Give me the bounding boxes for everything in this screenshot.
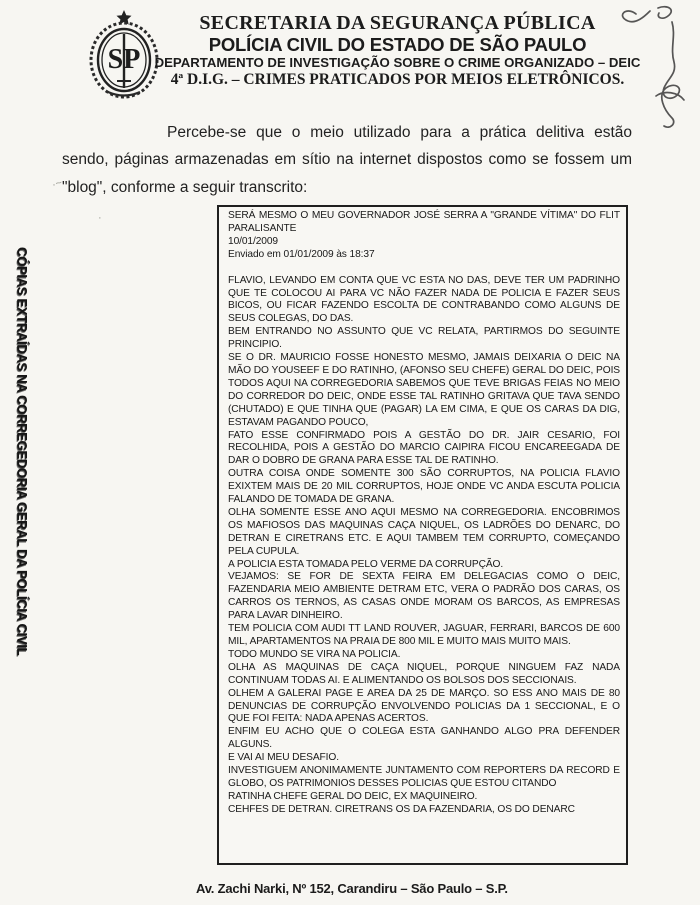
blog-paragraph: ENFIM EU ACHO QUE O COLEGA ESTA GANHANDO ALGO PRA DEFENDER ALGUNS.: [228, 726, 620, 751]
blog-paragraph: E VAI AI MEU DESAFIO.: [228, 752, 339, 764]
blog-paragraph: FATO ESSE CONFIRMADO POIS A GESTÃO DO DR. JAIR CESARIO, FOI RECOLHIDA, POIS A GESTÃO DO MARCIO CAIPIRA FICOU ENCAREEGADA DE DAR O DOBRO DE GRANA PARA ESSE TAL DE RATINHO.: [228, 429, 620, 467]
blog-paragraph: FLAVIO, LEVANDO EM CONTA QUE VC ESTA NO DAS, DEVE TER UM PADRINHO QUE TE COLOCOU AI PARA VC NÃO FAZER NADA DE POLICIA E FAZER SEUS BICOS, OU FICAR FAZENDO ESCOLTA DE CONTRABANDO COMO ALGUNS DE SEUS COLEGAS, DO DAS.: [228, 274, 620, 325]
blog-transcript-box: [217, 205, 628, 865]
blog-paragraph: VEJAMOS: SE FOR DE SEXTA FEIRA EM DELEGACIAS COMO O DEIC, FAZENDARIA MEIO AMBIENTE DETRAM ETC, VERA O PADRÃO DOS CARAS, OS CARROS OS TERNOS, AS CASAS ONDE MORAM OS BARCOS, AS EMPRESAS PARA LAVAR DINHEIRO.: [228, 571, 620, 622]
blog-post-title: SERÁ MESMO O MEU GOVERNADOR JOSÉ SERRA A "GRANDE VÍTIMA" DO FLIT PARALISANTE: [228, 210, 620, 234]
blog-paragraph: OUTRA COISA ONDE SOMENTE 300 SÃO CORRUPTOS, NA POLICIA FLAVIO EXIXTEM MAIS DE 20 MIL CORRUPTOS, HOJE ONDE VC ANDA ESCUTA POLICIA FALANDO DE TOMADA DE GRANA.: [228, 468, 620, 506]
blog-paragraph: RATINHA CHEFE GERAL DO DEIC, EX MAQUINEIRO.: [228, 790, 478, 802]
blog-post-date: 10/01/2009: [228, 235, 278, 247]
division-line: 4ª D.I.G. – CRIMES PRATICADOS POR MEIOS ELETRÔNICOS.: [170, 71, 625, 88]
margin-stamp-text: CÓPIAS EXTRAÍDAS NA CORREGEDORIA GERAL DA POLÍCIA CIVIL: [14, 247, 30, 656]
blog-paragraph: INVESTIGUEM ANONIMAMENTE JUNTAMENTO COM REPORTERS DA RECORD E GLOBO, OS PATRIMONIOS DESSES POLICIAS QUE ESTOU CITANDO: [228, 765, 620, 789]
blog-paragraph: SE O DR. MAURICIO FOSSE HONESTO MESMO, JAMAIS DEIXARIA O DEIC NA MÃO DO YOUSEEF E DO RATINHO, (AFONSO SEU CHEFE) GERAL DO DEIC, POIS TODOS AQUI NA CORREGEDORIA SABEMOS QUE TEVE BRIGAS FEIAS NO MEIO DO CORREDOR DO DEIC, ONDE ESSE TAL RATINHO GRITAVA QUE TAVA SENDO (CHUTADO) E QUE TINHA QUE (PAGAR) LA EM CIMA, E QUE OS CARAS DA DIG, ESTAVAM PAGANDO POUCO,: [228, 352, 620, 428]
blog-paragraph: A POLICIA ESTA TOMADA PELO VERME DA CORRUPÇÃO.: [228, 558, 504, 570]
org-subtitle: POLÍCIA CIVIL DO ESTADO DE SÃO PAULO: [208, 34, 587, 55]
letterhead: [105, 12, 690, 88]
handwritten-signature: [606, 0, 698, 135]
blog-paragraph: BEM ENTRANDO NO ASSUNTO QUE VC RELATA, PARTIRMOS DO SEGUINTE PRINCIPIO.: [228, 326, 620, 351]
blog-paragraph: OLHA SOMENTE ESSE ANO AQUI MESMO NA CORREGEDORIA. ENCOBRIMOS OS MAFIOSOS DAS MAQUINAS CAÇA NIQUEL, OS LADRÕES DO DENARC, DO DETRAN E CIRETRANS ETC. E AQUI TAMBEM TEM CORRUPTO, COMEÇANDO PELA CUPULA.: [228, 506, 620, 557]
blog-paragraph: TEM POLICIA COM AUDI TT LAND ROUVER, JAGUAR, FERRARI, BARCOS DE 600 MIL, APARTAMENTOS NA PRAIA DE 800 MIL E MUITO MAIS MUITO MAIS.: [228, 623, 620, 647]
blog-paragraph: TODO MUNDO SE VIRA NA POLICIA.: [228, 648, 401, 660]
blog-paragraph: OLHA AS MAQUINAS DE CAÇA NIQUEL, PORQUE NINGUEM FAZ NADA CONTINUAM TODAS AI. E ALIMENTANDO OS BOLSOS DOS SECCIONAIS.: [228, 661, 620, 686]
footer-address: Av. Zachi Narki, Nº 152, Carandiru – São Paulo – S.P.: [196, 881, 508, 896]
blog-paragraph: CEHFES DE DETRAN. CIRETRANS OS DA FAZENDARIA, OS DO DENARC: [228, 803, 575, 815]
intro-paragraph: Percebe-se que o meio utilizado para a prática delitiva estão sendo, páginas armazenadas em sítio na internet dispostos como se fossem um "blog", conforme a seguir transcrito:: [62, 123, 632, 196]
department-line: DEPARTAMENTO DE INVESTIGAÇÃO SOBRE O CRIME ORGANIZADO – DEIC: [154, 55, 641, 70]
blog-post-sent-line: Enviado em 01/01/2009 às 18:37: [228, 248, 375, 260]
blog-paragraph: OLHEM A GALERAI PAGE E AREA DA 25 DE MARÇO. SO ESS ANO MAIS DE 80 DENUNCIAS DE CORRUPÇÃO ENVOLVENDO POLICIAS DA 1 SECCIONAL, E O QUE FOI FEITA: NADA APENAS ACERTOS.: [228, 687, 620, 725]
pencil-mark: ·~: [50, 176, 64, 192]
blog-paragraphs: [228, 275, 620, 817]
seal-monogram: SP: [107, 44, 141, 75]
pencil-mark: ·: [98, 212, 102, 224]
org-title: SECRETARIA DA SEGURANÇA PÚBLICA: [199, 12, 596, 34]
